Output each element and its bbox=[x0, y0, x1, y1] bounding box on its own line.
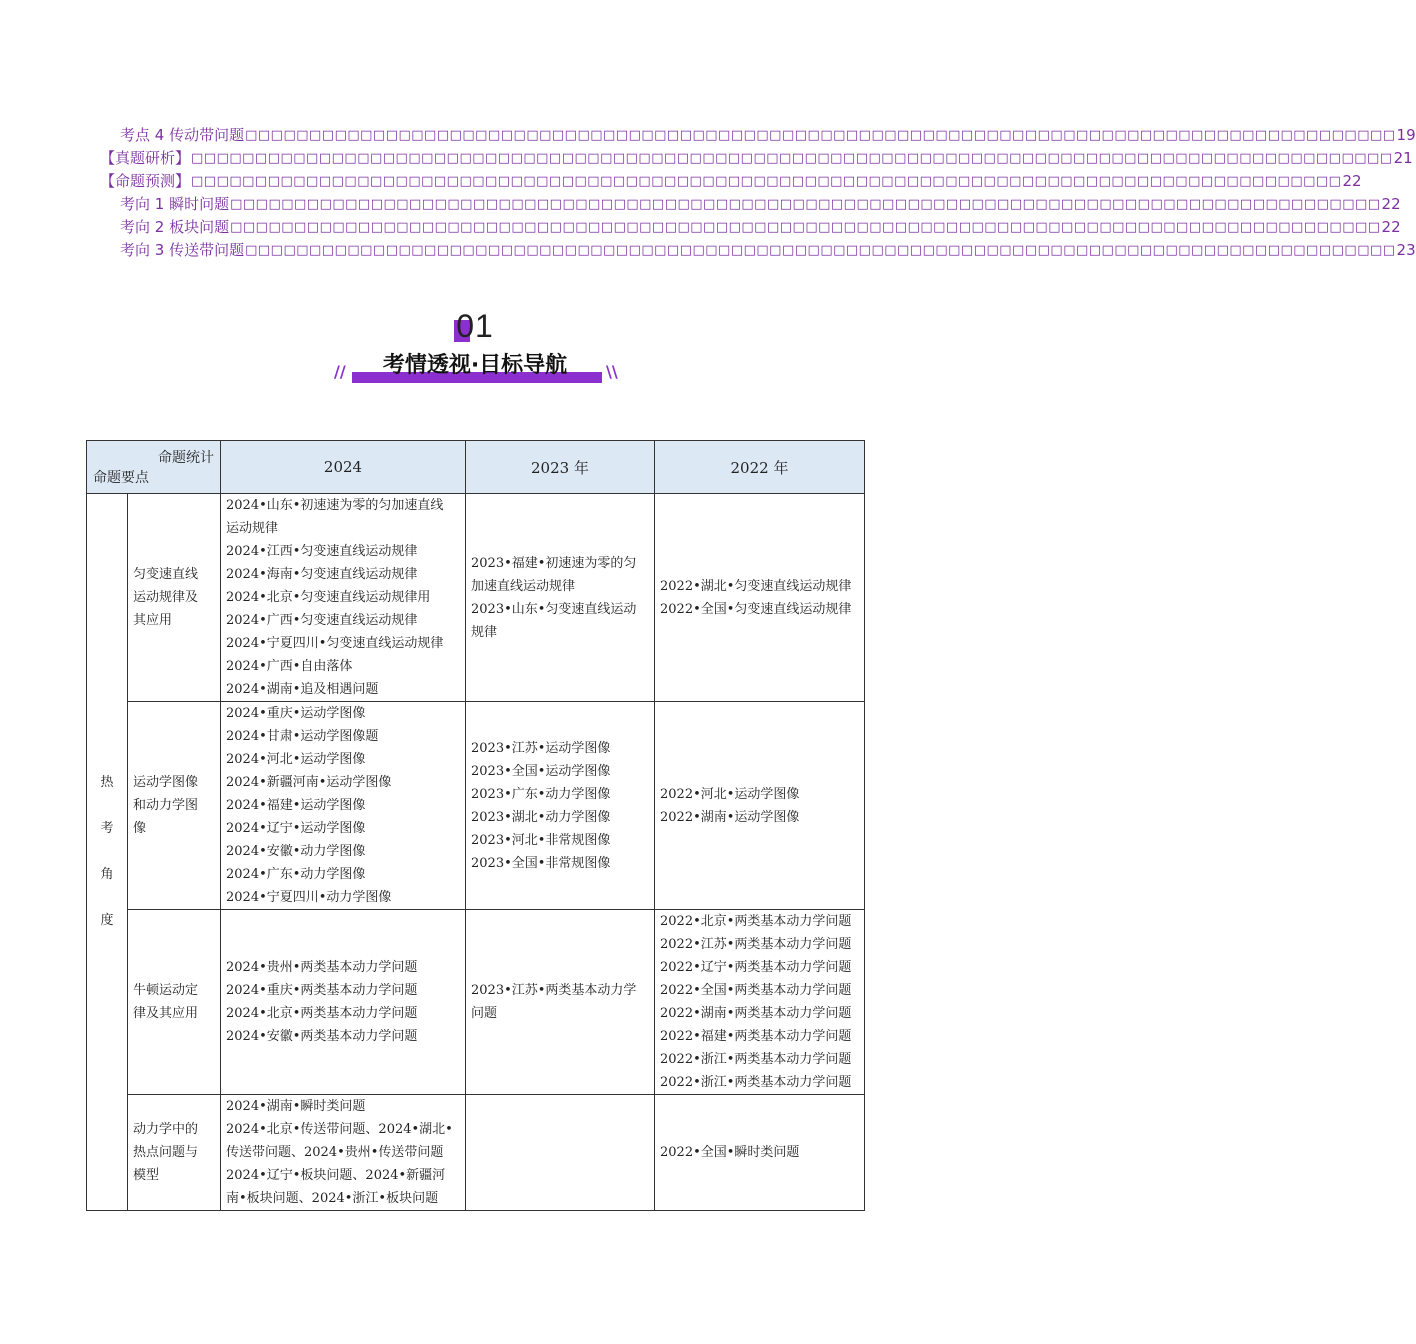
cell-line: 2024•广东•动力学图像 bbox=[226, 867, 366, 882]
toc-entry[interactable] bbox=[100, 170, 1362, 193]
cell-line: 运动学图像 bbox=[133, 775, 199, 790]
cell-line: 运动规律及 bbox=[133, 590, 199, 605]
group-label-cell bbox=[87, 494, 128, 1211]
cell-line: 2024•重庆•运动学图像 bbox=[226, 706, 366, 721]
table-row bbox=[87, 1095, 865, 1211]
section-title: 考情透视·目标导航 bbox=[382, 353, 568, 378]
toc-entry[interactable] bbox=[100, 193, 1401, 216]
cell-line: 2022•湖南•两类基本动力学问题 bbox=[660, 1006, 852, 1021]
toc-entry-label: 【命题预测】 bbox=[100, 172, 191, 190]
cell-line: 2023•江苏•运动学图像 bbox=[471, 740, 611, 756]
cell-line: 2022•湖南•运动学图像 bbox=[660, 809, 800, 825]
cell-line: 像 bbox=[133, 821, 147, 836]
toc-page-number: 22 bbox=[1381, 195, 1401, 213]
toc-page-number: 23 bbox=[1396, 241, 1416, 259]
toc-page-number: 19 bbox=[1396, 126, 1416, 144]
group-label-char: 考 bbox=[100, 821, 114, 836]
cell-line: 2024•北京•传送带问题、2024•湖北• bbox=[226, 1122, 453, 1137]
group-label-char: 角 bbox=[100, 867, 114, 882]
year-cell-2023 bbox=[466, 910, 655, 1095]
table-header-row bbox=[87, 441, 865, 494]
left-slash-mark: // bbox=[334, 362, 346, 381]
cell-line: 2022•河北•运动学图像 bbox=[660, 786, 800, 802]
toc-leader-dots: □□□□□□□□□□□□□□□□□□□□□□□□□□□□□□□□□□□□□□□□□□□□□□□□□□□□□□□□□□□□□□□□□□□□□□□□□□□□□□□□□□□□□□□□□□ bbox=[245, 243, 1396, 258]
toc-entry[interactable] bbox=[100, 124, 1416, 147]
cell-line: 2024•安徽•两类基本动力学问题 bbox=[226, 1029, 418, 1044]
cell-line: 2024•辽宁•运动学图像 bbox=[226, 821, 366, 836]
cell-line: 2024•贵州•两类基本动力学问题 bbox=[226, 960, 418, 975]
cell-line: 2022•浙江•两类基本动力学问题 bbox=[660, 1052, 852, 1067]
cell-line: 律及其应用 bbox=[133, 1006, 199, 1021]
cell-line: 2024•湖南•瞬时类问题 bbox=[226, 1099, 366, 1114]
cell-line: 2024•河北•运动学图像 bbox=[226, 752, 366, 767]
year-cell-2023 bbox=[466, 1095, 655, 1211]
cell-line: 2022•全国•匀变速直线运动规律 bbox=[660, 601, 852, 617]
year-cell-2022 bbox=[655, 702, 865, 910]
year-cell-2024 bbox=[221, 1095, 466, 1211]
year-cell-2022 bbox=[655, 1095, 865, 1211]
year-cell-2022 bbox=[655, 494, 865, 702]
cell-line: 2022•江苏•两类基本动力学问题 bbox=[660, 937, 852, 952]
cell-line: 2024•宁夏四川•动力学图像 bbox=[226, 890, 392, 905]
cell-line: 2024•甘肃•运动学图像题 bbox=[226, 729, 379, 744]
cell-line: 2024•山东•初速速为零的匀加速直线 bbox=[226, 498, 444, 513]
toc-leader-dots: □□□□□□□□□□□□□□□□□□□□□□□□□□□□□□□□□□□□□□□□□□□□□□□□□□□□□□□□□□□□□□□□□□□□□□□□□□□□□□□□□□□□□□□□□□ bbox=[230, 220, 1381, 235]
year-cell-2024 bbox=[221, 702, 466, 910]
cell-line: 匀变速直线 bbox=[133, 567, 199, 582]
cell-line: 问题 bbox=[471, 1006, 498, 1021]
point-label: 命题要点 bbox=[93, 470, 149, 486]
toc-leader-dots: □□□□□□□□□□□□□□□□□□□□□□□□□□□□□□□□□□□□□□□□□□□□□□□□□□□□□□□□□□□□□□□□□□□□□□□□□□□□□□□□□□□□□□□□□□ bbox=[230, 197, 1381, 212]
cell-line: 2024•福建•运动学图像 bbox=[226, 798, 366, 813]
cell-line: 2024•宁夏四川•匀变速直线运动规律 bbox=[226, 636, 444, 651]
toc-entry[interactable] bbox=[100, 239, 1416, 262]
toc-page-number: 22 bbox=[1381, 218, 1401, 236]
year-cell-2023 bbox=[466, 702, 655, 910]
cell-line: 牛顿运动定 bbox=[133, 983, 199, 998]
cell-line: 2022•辽宁•两类基本动力学问题 bbox=[660, 960, 852, 975]
cell-line: 2024•海南•匀变速直线运动规律 bbox=[226, 567, 418, 582]
column-header-2022: 2022 年 bbox=[655, 441, 865, 494]
cell-line: 2023•广东•动力学图像 bbox=[471, 786, 611, 802]
cell-line: 2022•北京•两类基本动力学问题 bbox=[660, 914, 852, 929]
right-slash-mark: \\ bbox=[606, 362, 618, 381]
column-header-2024: 2024 bbox=[221, 441, 466, 494]
table-of-contents bbox=[100, 124, 1416, 262]
year-cell-2023 bbox=[466, 494, 655, 702]
section-heading bbox=[330, 306, 620, 386]
section-number: 01 bbox=[456, 308, 494, 344]
cell-line: 2023•山东•匀变速直线运动 bbox=[471, 601, 637, 617]
cell-line: 南•板块问题、2024•浙江•板块问题 bbox=[226, 1191, 439, 1206]
toc-leader-dots: □□□□□□□□□□□□□□□□□□□□□□□□□□□□□□□□□□□□□□□□□□□□□□□□□□□□□□□□□□□□□□□□□□□□□□□□□□□□□□□□□□□□□□□□□□ bbox=[191, 174, 1342, 189]
cell-line: 2024•新疆河南•运动学图像 bbox=[226, 775, 392, 790]
cell-line: 2022•福建•两类基本动力学问题 bbox=[660, 1029, 852, 1044]
cell-line: 2024•北京•两类基本动力学问题 bbox=[226, 1006, 418, 1021]
table-row bbox=[87, 494, 865, 702]
year-cell-2024 bbox=[221, 910, 466, 1095]
cell-line: 热点问题与 bbox=[133, 1145, 199, 1160]
cell-line: 模型 bbox=[133, 1168, 160, 1183]
cell-line: 其应用 bbox=[133, 613, 173, 628]
cell-line: 2022•浙江•两类基本动力学问题 bbox=[660, 1075, 852, 1090]
exam-statistics-table bbox=[86, 440, 865, 1211]
cell-line: 2023•福建•初速速为零的匀 bbox=[471, 555, 637, 571]
cell-line: 2024•重庆•两类基本动力学问题 bbox=[226, 983, 418, 998]
toc-page-number: 22 bbox=[1342, 172, 1362, 190]
year-cell-2022 bbox=[655, 910, 865, 1095]
toc-entry-label: 考向 2 板块问题 bbox=[120, 218, 230, 236]
cell-line: 2024•广西•匀变速直线运动规律 bbox=[226, 613, 418, 628]
cell-line: 2023•江苏•两类基本动力学 bbox=[471, 983, 637, 998]
cell-line: 动力学中的 bbox=[133, 1122, 199, 1137]
cell-line: 2024•安徽•动力学图像 bbox=[226, 844, 366, 859]
cell-line: 传送带问题、2024•贵州•传送带问题 bbox=[226, 1145, 444, 1160]
cell-line: 2024•北京•匀变速直线运动规律用 bbox=[226, 590, 431, 605]
toc-entry[interactable] bbox=[100, 147, 1413, 170]
table-row bbox=[87, 702, 865, 910]
cell-line: 2024•江西•匀变速直线运动规律 bbox=[226, 544, 418, 559]
year-cell-2024 bbox=[221, 494, 466, 702]
toc-entry-label: 考向 3 传送带问题 bbox=[120, 241, 245, 259]
cell-line: 2024•广西•自由落体 bbox=[226, 659, 353, 674]
topic-cell bbox=[128, 702, 221, 910]
cell-line: 2023•全国•运动学图像 bbox=[471, 763, 611, 779]
cell-line: 规律 bbox=[471, 624, 498, 640]
diagonal-header-cell bbox=[87, 441, 221, 494]
stat-label: 命题统计 bbox=[158, 450, 214, 466]
cell-line: 和动力学图 bbox=[133, 798, 199, 813]
cell-line: 2022•全国•瞬时类问题 bbox=[660, 1145, 800, 1160]
topic-cell bbox=[128, 494, 221, 702]
cell-line: 加速直线运动规律 bbox=[471, 578, 576, 594]
toc-leader-dots: □□□□□□□□□□□□□□□□□□□□□□□□□□□□□□□□□□□□□□□□□□□□□□□□□□□□□□□□□□□□□□□□□□□□□□□□□□□□□□□□□□□□□□□□□□□□□□ bbox=[191, 151, 1393, 166]
toc-entry-label: 考向 1 瞬时问题 bbox=[120, 195, 230, 213]
cell-line: 2023•河北•非常规图像 bbox=[471, 832, 611, 848]
group-label-char: 热 bbox=[100, 775, 114, 790]
topic-cell bbox=[128, 1095, 221, 1211]
table-row bbox=[87, 910, 865, 1095]
cell-line: 2023•全国•非常规图像 bbox=[471, 855, 611, 871]
column-header-2023: 2023 年 bbox=[466, 441, 655, 494]
toc-entry-label: 考点 4 传动带问题 bbox=[120, 126, 245, 144]
cell-line: 2024•湖南•追及相遇问题 bbox=[226, 682, 379, 697]
toc-page-number: 21 bbox=[1393, 149, 1413, 167]
cell-line: 2022•全国•两类基本动力学问题 bbox=[660, 983, 852, 998]
toc-leader-dots: □□□□□□□□□□□□□□□□□□□□□□□□□□□□□□□□□□□□□□□□□□□□□□□□□□□□□□□□□□□□□□□□□□□□□□□□□□□□□□□□□□□□□□□□□□ bbox=[245, 128, 1396, 143]
topic-cell bbox=[128, 910, 221, 1095]
cell-line: 2022•湖北•匀变速直线运动规律 bbox=[660, 578, 852, 594]
cell-line: 2024•辽宁•板块问题、2024•新疆河 bbox=[226, 1168, 446, 1183]
toc-entry[interactable] bbox=[100, 216, 1401, 239]
toc-entry-label: 【真题研析】 bbox=[100, 149, 191, 167]
group-label-char: 度 bbox=[100, 913, 114, 928]
cell-line: 运动规律 bbox=[226, 521, 279, 536]
cell-line: 2023•湖北•动力学图像 bbox=[471, 809, 611, 825]
